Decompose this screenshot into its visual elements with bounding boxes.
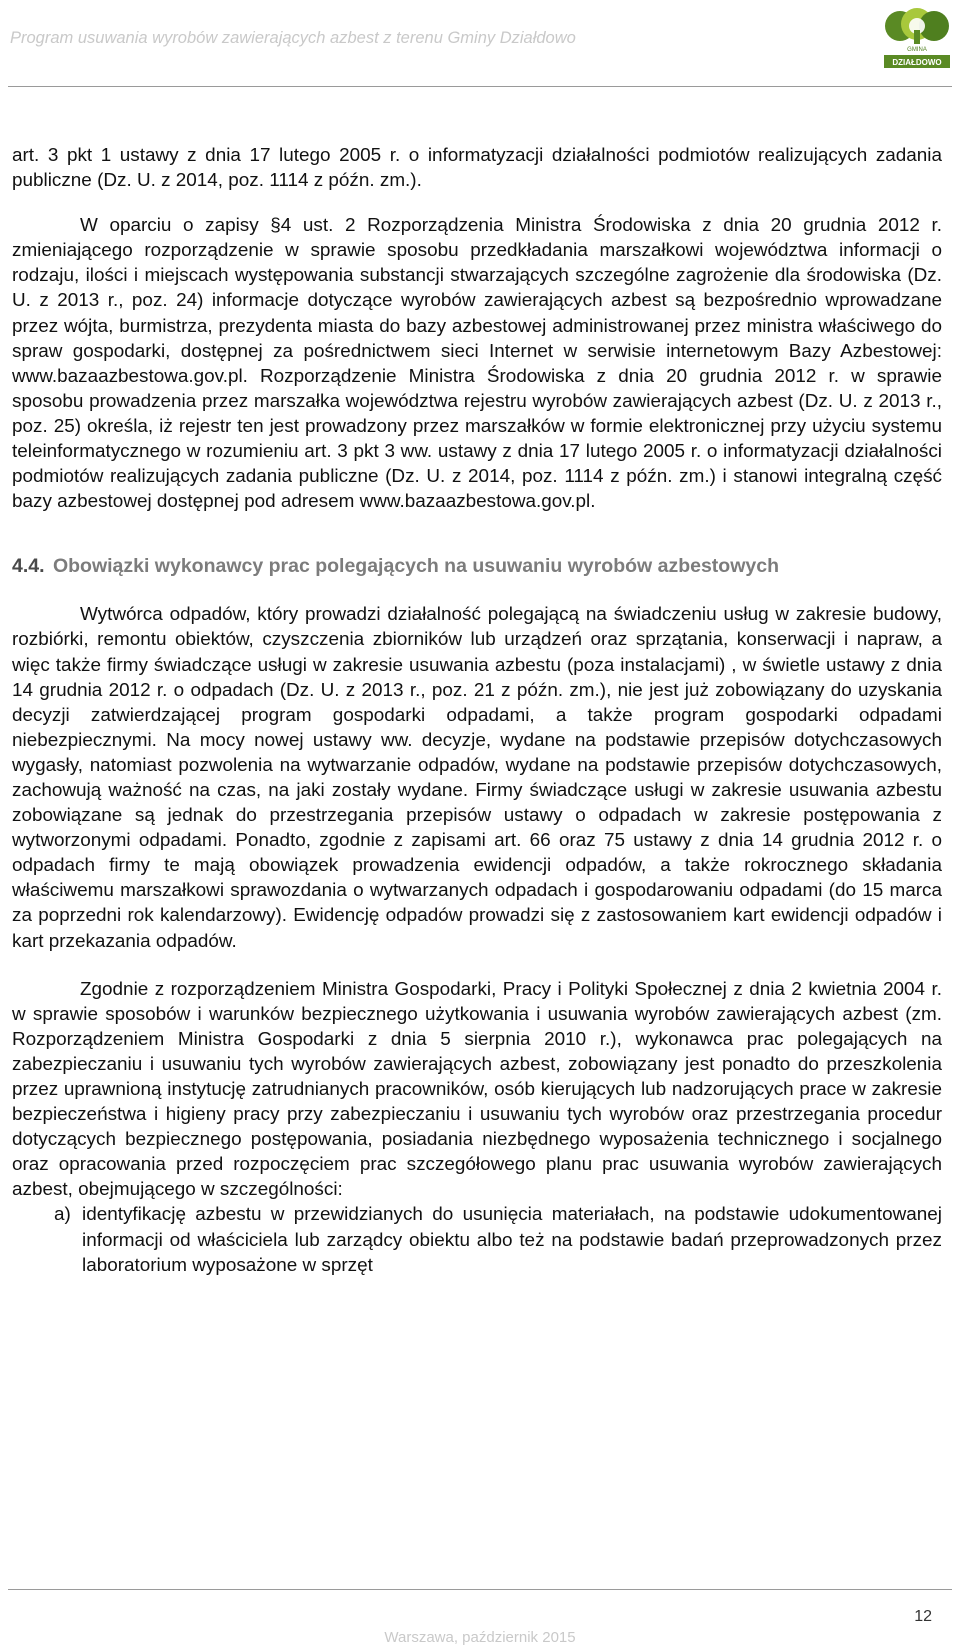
footer-text: Warszawa, październik 2015 [384,1629,576,1646]
paragraph-baza-azbestowa: W oparciu o zapisy §4 ust. 2 Rozporządzenia Ministra Środowiska z dnia 20 grudnia 2012 r. zmieniającego rozporządzenie w sprawie sposobu przedkładania marszałkowi województwa informacji o rodzaju, ilości i miejscach występowania substancji stwarzających szczególne zagrożenie dla środowiska (Dz. U. z 2013 r., poz. 24) informacje dotyczące wyrobów zawierających azbest są bezpośrednio wprowadzane przez wójta, burmistrza, prezydenta miasta do bazy azbestowej administrowanej przez ministra właściwego do spraw gospodarki, dostępnej za pośrednictwem sieci Internet w serwisie internetowym Bazy Azbestowej: www.bazaazbestowa.gov.pl. Rozporządzenie Ministra Środowiska z dnia 20 grudnia 2012 r. w sprawie sposobu prowadzenia przez marszałka województwa rejestru wyrobów zawierających azbest (Dz. U. z 2013 r., poz. 25) określa, iż rejestr ten jest prowadzony przez marszałków w formie elektronicznej przy użyciu systemu teleinformatycznego w rozumieniu art. 3 pkt 3 ww. ustawy z dnia 17 lutego 2005 r. o informatyzacji działalności podmiotów realizujących zadania publiczne (Dz. U. z 2014, poz. 1114 z późn. zm.) i stanowi integralną część bazy azbestowej dostępnej pod adresem www.bazaazbestowa.gov.pl. [12,215,942,513]
header-title: Program usuwania wyrobów zawierających azbest z terenu Gminy Działdowo [10,29,576,47]
list-marker: a) [54,1204,71,1226]
page-number: 12 [914,1608,932,1625]
list-item [12,1202,942,1277]
section-number: 4.4. [12,555,45,578]
svg-text:GMINA: GMINA [907,47,927,53]
page-header [0,0,960,90]
header-divider [8,86,952,87]
section-title: Obowiązki wykonawcy prac polegających na usuwaniu wyrobów azbestowych [52,555,779,578]
list-item-text: identyfikację azbestu w przewidzianych do usunięcia materiałach, na podstawie udokumentowanej informacji od właściciela lub zarządcy obiektu albo też na podstawie badań przeprowadzonych przez laboratorium wyposażone w sprzęt [82,1204,942,1276]
footer-divider [8,1589,952,1590]
section-heading [12,554,942,579]
gmina-dzialdowo-logo [880,6,954,70]
svg-text:DZIAŁDOWO: DZIAŁDOWO [892,58,942,67]
paragraph-continuation: art. 3 pkt 1 ustawy z dnia 17 lutego 2005 r. o informatyzacji działalności podmiotów realizujących zadania publiczne (Dz. U. z 2014, poz. 1114 z późn. zm.). [12,145,942,192]
paragraph-wytworca-odpadow: Wytwórca odpadów, który prowadzi działalność polegającą na świadczeniu usług w zakresie budowy, rozbiórki, remontu obiektów, czyszczenia zbiorników lub urządzeń oraz sprzątania, konserwacji i napraw, a więc także firmy świadczące usługi w zakresie usuwania azbestu (poza instalacjami) , w świetle ustawy z dnia 14 grudnia 2012 r. o odpadach (Dz. U. z 2013 r., poz. 21 z późn. zm.), nie jest już zobowiązany do uzyskania decyzji zatwierdzającej program gospodarki odpadami, a także program gospodarki odpadami niebezpiecznymi. Na mocy nowej ustawy ww. decyzje, wydane na podstawie przepisów dotychczasowych wygasły, natomiast pozwolenia na wytwarzanie odpadów, wydane na podstawie przepisów dotychczasowych, zachowują ważność na czas, na jaki zostały wydane. Firmy świadczące usługi w zakresie usuwania azbestu zobowiązane są jednak do przestrzegania przepisów ustawy o odpadach w zakresie postępowania z wytworzonymi odpadami. Ponadto, zgodnie z zapisami art. 66 oraz 75 ustawy z dnia 14 grudnia 2012 r. o odpadach firmy te mają obowiązek prowadzenia ewidencji odpadów, a także rokrocznego składania właściwemu marszałkowi sprawozdania o wytwarzanych odpadach i gospodarowaniu odpadami (do 15 marca za poprzedni rok kalendarzowy). Ewidencję odpadów prowadzi się z zastosowaniem kart ewidencji odpadów i kart przekazania odpadów. [12,604,942,952]
paragraph-rozporzadzenie: Zgodnie z rozporządzeniem Ministra Gospodarki, Pracy i Polityki Społecznej z dnia 2 kwietnia 2004 r. w sprawie sposobów i warunków bezpiecznego użytkowania i usuwania wyrobów zawierających azbest (zm. Rozporządzeniem Ministra Gospodarki z dnia 5 sierpnia 2010 r.), wykonawca prac polegających na zabezpieczaniu i usuwaniu tych wyrobów zawierających azbest, zobowiązany jest ponadto do przeszkolenia przez uprawnioną instytucję zatrudnianych pracowników, osób kierujących lub nadzorujących prace w zakresie bezpieczeństwa i higieny pracy przy zabezpieczaniu i usuwaniu tych wyrobów oraz przestrzegania procedur dotyczących bezpiecznego postępowania, posiadania niezbędnego wyposażenia technicznego i socjalnego oraz opracowania przed rozpoczęciem prac szczegółowego planu prac usuwania wyrobów zawierających azbest, obejmującego w szczególności: [12,978,942,1201]
document-body [12,143,942,1278]
